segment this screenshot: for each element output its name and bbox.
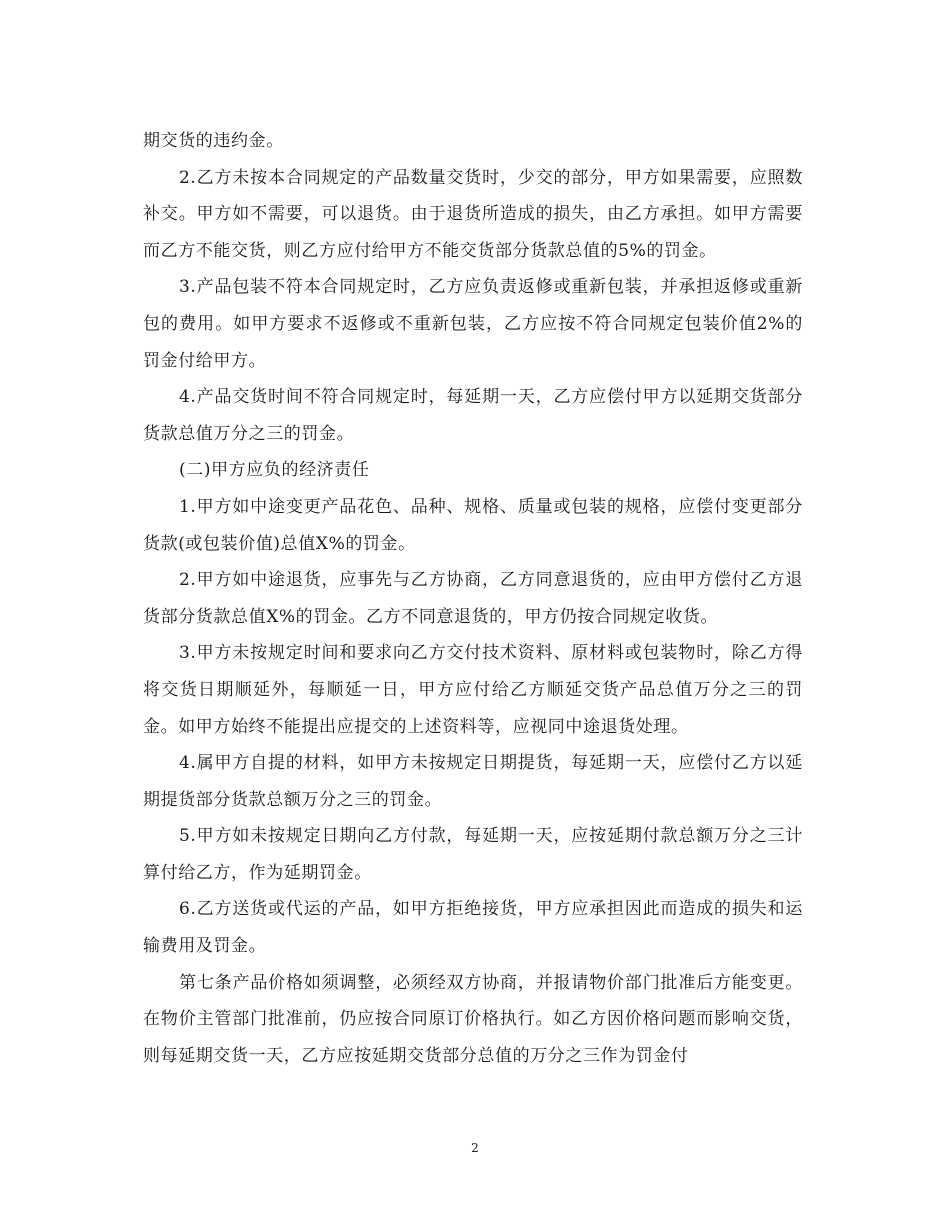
- paragraph-continuation: 期交货的违约金。: [143, 131, 284, 151]
- page-number: 2: [471, 1141, 479, 1155]
- paragraph-seller-clause-3: 3.产品包装不符本合同规定时，乙方应负责返修或重新包装，并承担返修或重新包的费用。如甲方要求不返修或不重新包装，乙方应按不符合同规定包装价值2%的罚金付给甲方。: [143, 277, 803, 371]
- document-body: [143, 123, 803, 1074]
- paragraph-seller-clause-2: 2.乙方未按本合同规定的产品数量交货时，少交的部分，甲方如果需要，应照数补交。甲方如不需要，可以退货。由于退货所造成的损失，由乙方承担。如甲方需要而乙方不能交货，则乙方应付给甲方不能交货部分货款总值的5%的罚金。: [143, 167, 803, 261]
- paragraph-buyer-clause-4: 4.属甲方自提的材料，如甲方未按规定日期提货，每延期一天，应偿付乙方以延期提货部分货款总额万分之三的罚金。: [143, 753, 803, 810]
- paragraph-buyer-clause-5: 5.甲方如未按规定日期向乙方付款，每延期一天，应按延期付款总额万分之三计算付给乙方，作为延期罚金。: [143, 826, 803, 883]
- paragraph-article-7: 第七条产品价格如须调整，必须经双方协商，并报请物价部门批准后方能变更。在物价主管部门批准前，仍应按合同原订价格执行。如乙方因价格问题而影响交货，则每延期交货一天，乙方应按延期交货部分总值的万分之三作为罚金付: [143, 972, 803, 1066]
- paragraph-buyer-clause-3: 3.甲方未按规定时间和要求向乙方交付技术资料、原材料或包装物时，除乙方得将交货日期顺延外，每顺延一日，甲方应付给乙方顺延交货产品总值万分之三的罚金。如甲方始终不能提出应提交的上述资料等，应视同中途退货处理。: [143, 643, 803, 737]
- paragraph-seller-clause-4: 4.产品交货时间不符合同规定时，每延期一天，乙方应偿付甲方以延期交货部分货款总值万分之三的罚金。: [143, 387, 803, 444]
- paragraph-buyer-clause-1: 1.甲方如中途变更产品花色、品种、规格、质量或包装的规格，应偿付变更部分货款(或包装价值)总值X%的罚金。: [143, 496, 803, 554]
- section-heading-buyer-liability: (二)甲方应负的经济责任: [179, 460, 370, 481]
- paragraph-buyer-clause-6: 6.乙方送货或代运的产品，如甲方拒绝接货，甲方应承担因此而造成的损失和运输费用及罚金。: [143, 899, 803, 957]
- paragraph-buyer-clause-2: 2.甲方如中途退货，应事先与乙方协商，乙方同意退货的，应由甲方偿付乙方退货部分货款总值X%的罚金。乙方不同意退货的，甲方仍按合同规定收货。: [143, 570, 803, 627]
